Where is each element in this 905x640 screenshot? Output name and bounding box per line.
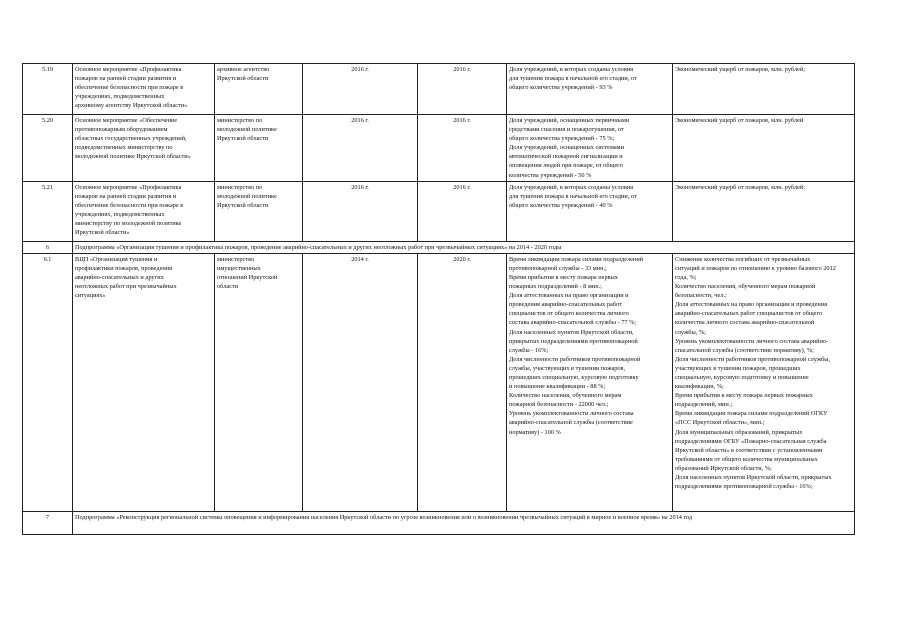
result-cell: Доля учреждений, в которых созданы условия для тушения пожара в начальной его стадии, от общего количества учреждений - 93 %	[507, 64, 673, 115]
result-cell: Время ликвидации пожара силами подразделений противопожарной службы - 33 мин.; Время прибытия к месту пожара первых пожарных подразделений - 8 мин.; Доля аттестованных на право организации и проведения аварийно-спасательных работ специалистов от общего количества личного состава аварийно-спасательной службы - 77 %; Доля населенных пунктов Иркутской области, прикрытых подразделениями противопожарной службы - 16%; Доля численности работников противопожарной службы, участвующих в тушении пожаров, прошедших специальную, курсовую подготовку и повышение квалификации - 88 %; Количество населения, обученного мерам пожарной безопасности - 22000 чел.; Уровень укомплектованности личного состава аварийно-спасательной службы (соответствие нормативу) - 100 %	[507, 253, 673, 511]
indicator-cell: Экономический ущерб от пожаров, млн. рублей;	[673, 64, 855, 115]
event-cell: Основное мероприятие «Обеспечение противопожарным оборудованием областных государственных учреждений, подведомственных министерству по молодежной политике Иркутской области»	[73, 115, 215, 182]
row-number: 5.21	[23, 181, 73, 241]
start-year-cell: 2016 г.	[303, 64, 418, 115]
table-row	[23, 64, 855, 115]
executor-cell: министерство имущественных отношений Иркутской области	[215, 253, 303, 511]
end-year-cell: 2016 г.	[418, 115, 507, 182]
event-cell: Основное мероприятие «Профилактика пожаров на ранней стадии развития и обеспечение безопасности при пожаре в учреждениях, подведомственных архивному агентству Иркутской области»	[73, 64, 215, 115]
executor-cell: министерство по молодежной политике Иркутской области	[215, 115, 303, 182]
result-cell: Доля учреждений, в которых созданы условия для тушения пожара в начальной его стадии, от общего количества учреждений - 40 %	[507, 181, 673, 241]
row-number: 5.20	[23, 115, 73, 182]
event-cell: Основное мероприятие «Профилактика пожаров на ранней стадии развития и обеспечение безопасности при пожаре в учреждениях, подведомственных министерству по молодежной политике Иркутской области»	[73, 181, 215, 241]
measures-table	[22, 63, 855, 535]
row-number: 6.1	[23, 253, 73, 511]
subprogram-row	[23, 511, 855, 534]
row-number: 5.19	[23, 64, 73, 115]
start-year-cell: 2014 г.	[303, 253, 418, 511]
indicator-cell: Экономический ущерб от пожаров, млн. рублей;	[673, 181, 855, 241]
row-number: 7	[23, 511, 73, 534]
result-cell: Доля учреждений, оснащенных первичными средствами спасения и пожаротушения, от общего количества учреждений - 75 %; Доля учреждений, оснащенных системами автоматической пожарной сигнализации и оповещения людей при пожаре, от общего количества учреждений - 50 %	[507, 115, 673, 182]
subprogram-title: Подпрограмма «Реконструкция региональной системы оповещения и информирования населения Иркутской области по угрозе возникновения или о возникновении чрезвычайных ситуаций в мирное и военное время» на 2014 год	[73, 511, 855, 534]
end-year-cell: 2020 г.	[418, 253, 507, 511]
row-number: 6	[23, 241, 73, 253]
executor-cell: архивное агентство Иркутской области	[215, 64, 303, 115]
table-row	[23, 253, 855, 511]
indicator-cell: Экономический ущерб от пожаров, млн. рублей	[673, 115, 855, 182]
subprogram-row	[23, 241, 855, 253]
end-year-cell: 2016 г.	[418, 181, 507, 241]
executor-cell: министерство по молодежной политике Иркутской области	[215, 181, 303, 241]
subprogram-title: Подпрограмма «Организация тушения и профилактика пожаров, проведение аварийно-спасательных и других неотложных работ при чрезвычайных ситуациях» на 2014 - 2020 годы	[73, 241, 855, 253]
end-year-cell: 2016 г.	[418, 64, 507, 115]
start-year-cell: 2016 г.	[303, 181, 418, 241]
table-row	[23, 115, 855, 182]
start-year-cell: 2016 г.	[303, 115, 418, 182]
indicator-cell: Снижение количества погибших от чрезвычайных ситуаций и пожаров по отношению к уровню базового 2012 года, %; Количество населения, обученного мерам пожарной безопасности, чел.; Доля аттестованных на право организации и проведения аварийно-спасательных работ специалистов от общего количества личного состава аварийно-спасательной службы, %; Уровень укомплектованности личного состава аварийно- спасательной службы (соответствие нормативу), %; Доля численности работников противопожарной службы, участвующих в тушении пожаров, прошедших специальную, курсовую подготовку и повышение квалификации, %; Время прибытия к месту пожара первых пожарных подразделений, мин.; Время ликвидации пожара силами подразделений ОГКУ «ПСС Иркутской области», мин.; Доля муниципальных образований, прикрытых подразделениями ОГБУ «Пожарно-спасательная служба Иркутской области» в соответствии с установленными требованиями от общего количества муниципальных образований Иркутской области, %; Доля населенных пунктов Иркутской области, прикрытых подразделениями противопожарной службы - 16%;	[673, 253, 855, 511]
event-cell: ВЦП «Организация тушения и профилактики пожаров, проведения аварийно-спасательных и других неотложных работ при чрезвычайных ситуациях»	[73, 253, 215, 511]
table-row	[23, 181, 855, 241]
